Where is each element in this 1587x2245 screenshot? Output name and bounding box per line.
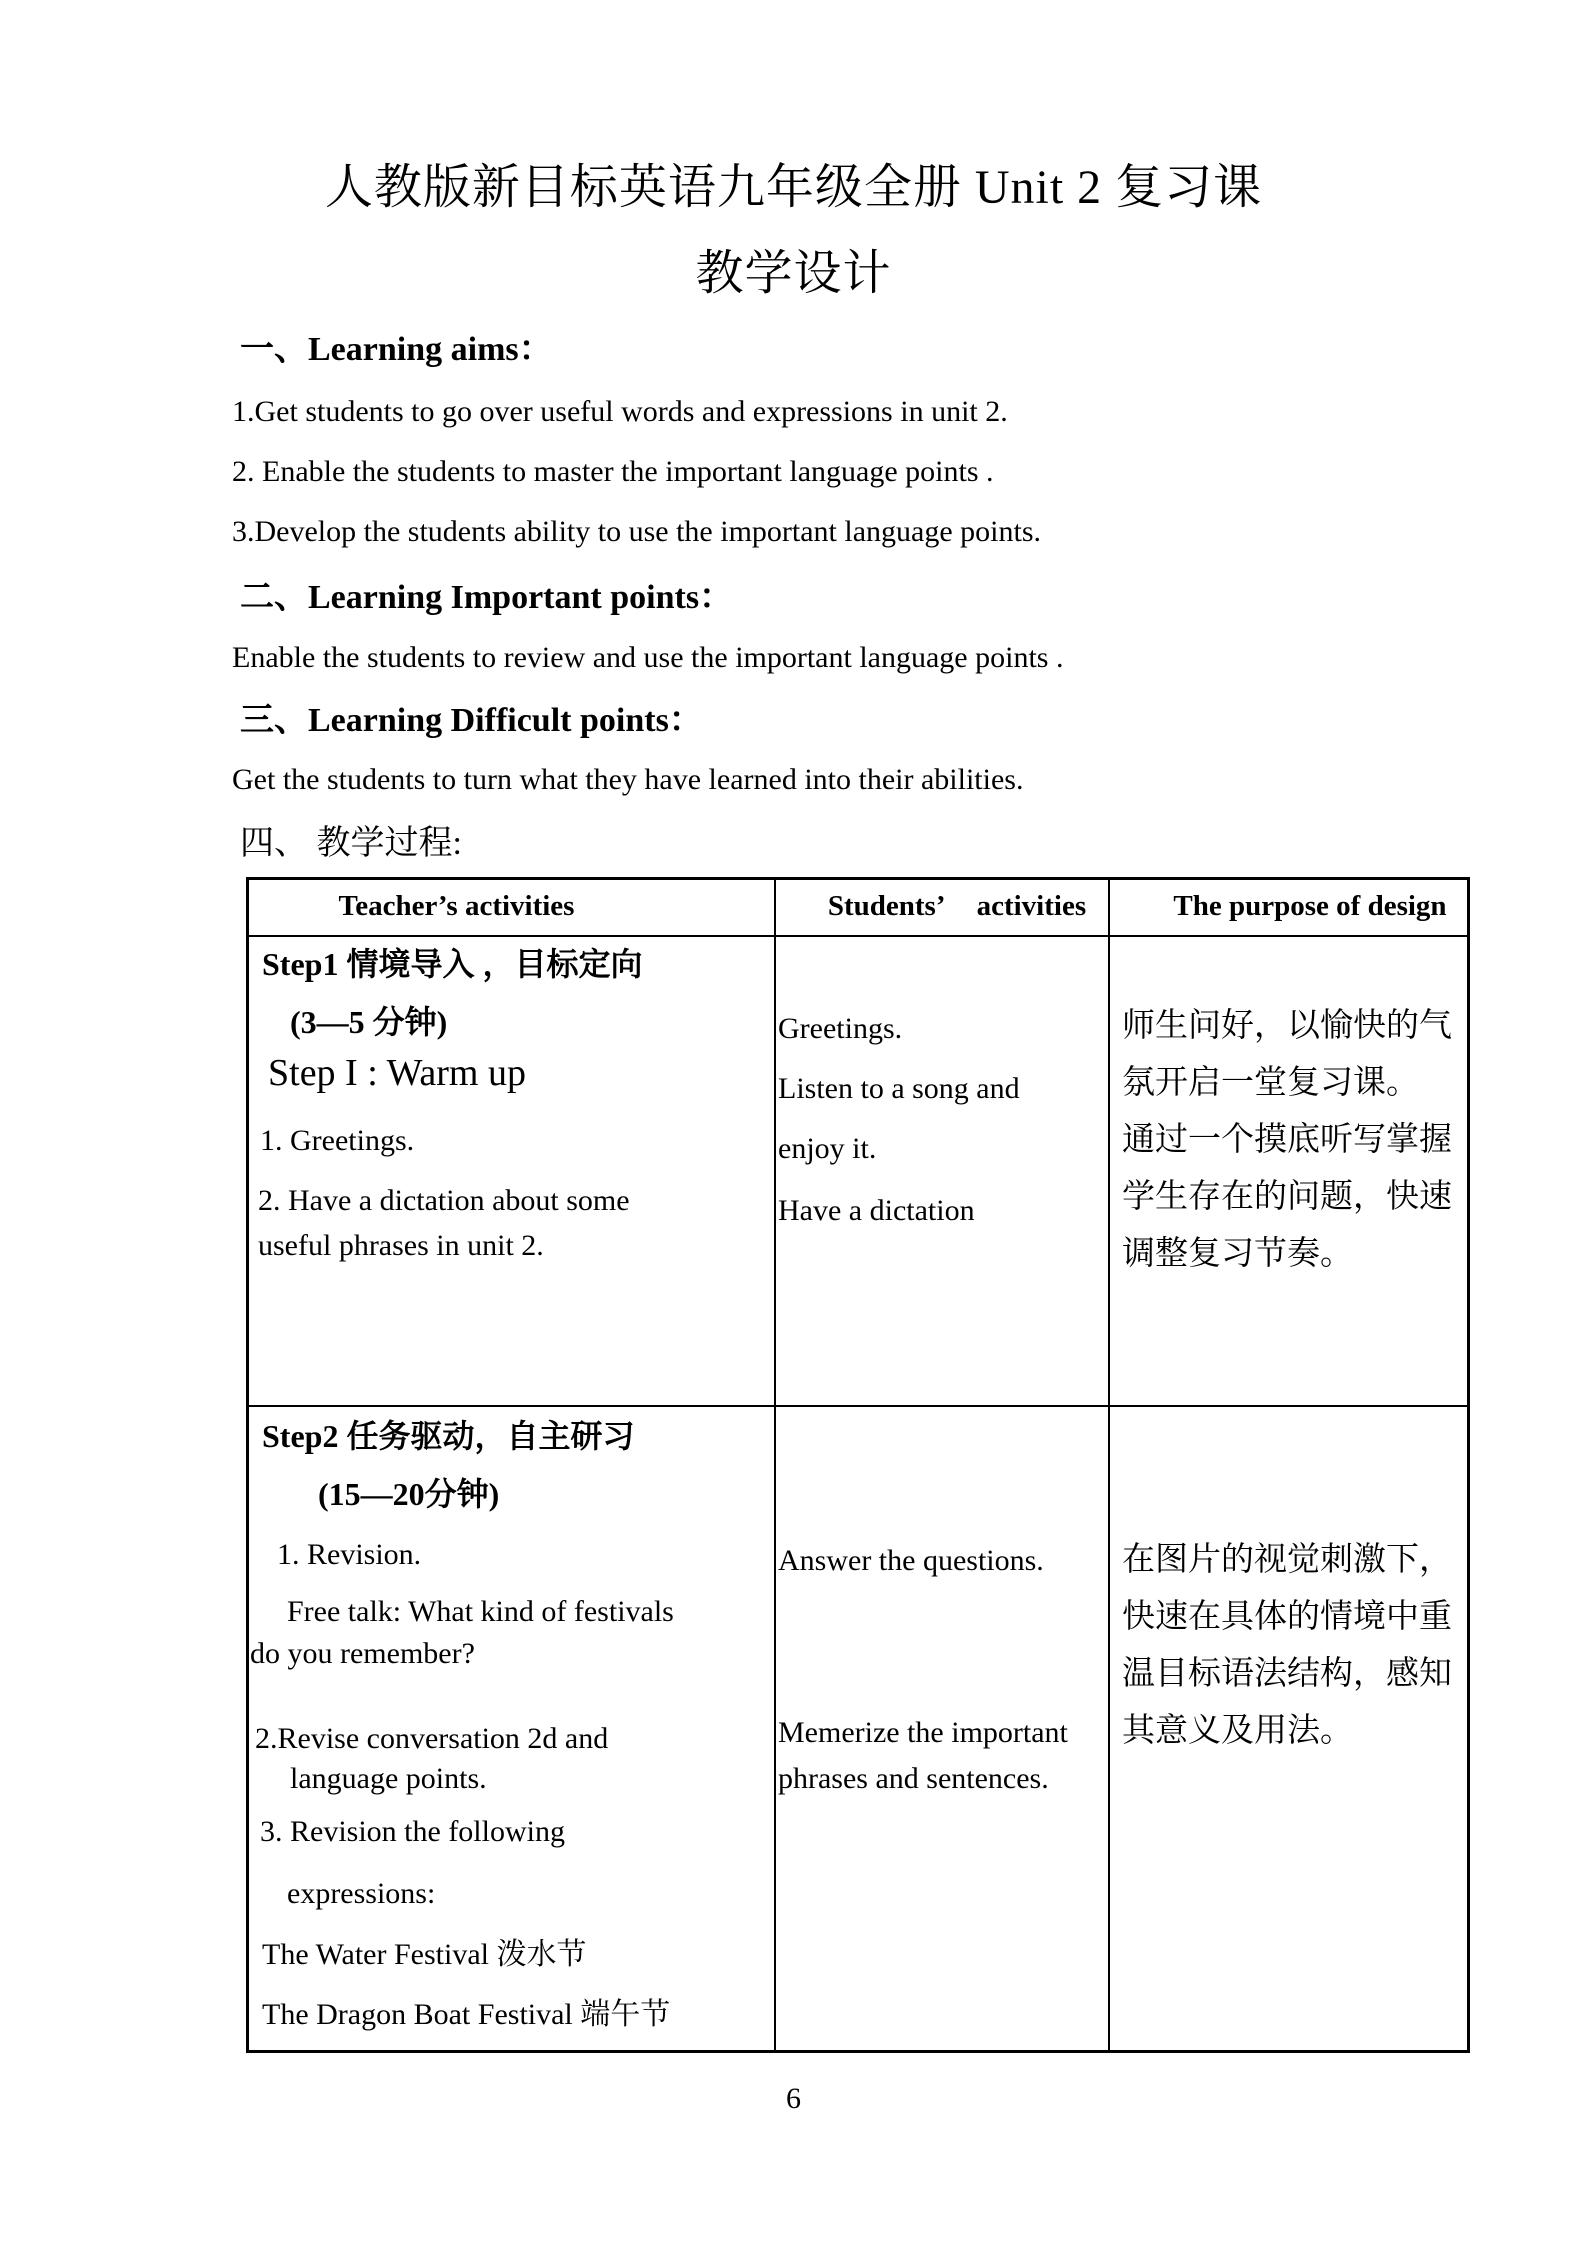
- paragraph-aim-1: 1.Get students to go over useful words and expressions in unit 2.: [232, 395, 1008, 428]
- row2-teacher-line: 3. Revision the following: [260, 1815, 565, 1848]
- row1-purpose-line: 学生存在的问题，快速: [1122, 1179, 1452, 1215]
- paragraph-difficult-points: Get the students to turn what they have learned into their abilities.: [232, 763, 1024, 796]
- row1-students-line: Greetings.: [778, 1012, 903, 1045]
- table-header-divider: [246, 935, 1470, 937]
- row1-teacher-step-title: Step1 情境导入 ，目标定向: [262, 946, 643, 982]
- row2-purpose-line: 快速在具体的情境中重: [1122, 1599, 1452, 1635]
- row2-teacher-line: 2.Revise conversation 2d and: [255, 1722, 609, 1755]
- table-row-divider: [246, 1405, 1470, 1407]
- row1-students-line: Listen to a song and: [778, 1072, 1020, 1105]
- row2-purpose-line: 其意义及用法。: [1122, 1713, 1353, 1749]
- row2-teacher-line: The Dragon Boat Festival 端午节: [262, 1998, 671, 2031]
- row1-teacher-warmup: Step I : Warm up: [268, 1052, 526, 1094]
- row2-teacher-line: language points.: [290, 1762, 487, 1795]
- section-heading-teaching-process: 四、 教学过程:: [240, 825, 462, 862]
- row1-purpose-line: 通过一个摸底听写掌握: [1122, 1122, 1452, 1158]
- row2-teacher-step-title: Step2 任务驱动，自主研习: [262, 1418, 635, 1454]
- row1-purpose-line: 师生问好，以愉快的气: [1122, 1008, 1452, 1044]
- row2-teacher-line: Free talk: What kind of festivals: [287, 1595, 674, 1628]
- row2-students-line: phrases and sentences.: [778, 1762, 1049, 1795]
- paragraph-aim-2: 2. Enable the students to master the important language points .: [232, 455, 994, 488]
- table-column-divider-2: [1108, 877, 1110, 2053]
- column-header-teacher-activities: [249, 877, 774, 935]
- row1-students-line: enjoy it.: [778, 1132, 877, 1165]
- column-header-students-activities-label: Students’ activities: [827, 889, 1087, 922]
- row2-teacher-duration: (15—20分钟): [318, 1476, 500, 1512]
- column-header-students-activities: [776, 877, 1108, 935]
- row1-students-line: Have a dictation: [778, 1194, 975, 1227]
- page-number: 6: [786, 2082, 801, 2115]
- row1-teacher-line: 1. Greetings.: [260, 1124, 415, 1157]
- paragraph-important-points: Enable the students to review and use the important language points .: [232, 641, 1064, 674]
- row1-teacher-line: 2. Have a dictation about some: [258, 1184, 630, 1217]
- column-header-teacher-activities-label: Teacher’s activities: [338, 889, 575, 922]
- doc-title-line1: 人教版新目标英语九年级全册 Unit 2 复习课: [324, 161, 1263, 214]
- row2-teacher-line: 1. Revision.: [277, 1538, 422, 1571]
- section-heading-important-points: 二、Learning Important points：: [240, 579, 734, 616]
- row1-teacher-line: useful phrases in unit 2.: [258, 1229, 544, 1262]
- section-heading-learning-aims: 一、Learning aims：: [240, 331, 553, 368]
- section-heading-difficult-points: 三、Learning Difficult points：: [240, 702, 703, 739]
- row2-students-line: Memerize the important: [778, 1716, 1068, 1749]
- column-header-purpose-of-design: [1110, 877, 1470, 935]
- row2-purpose-line: 温目标语法结构，感知: [1122, 1656, 1452, 1692]
- paragraph-aim-3: 3.Develop the students ability to use the important language points.: [232, 515, 1042, 548]
- row1-purpose-line: 氛开启一堂复习课。: [1122, 1065, 1419, 1101]
- row2-teacher-line: do you remember?: [250, 1637, 475, 1670]
- row2-purpose-line: 在图片的视觉刺激下，: [1122, 1542, 1452, 1578]
- doc-title-line2: 教学设计: [695, 247, 892, 300]
- table-column-divider-1: [774, 877, 776, 2053]
- row2-students-line: Answer the questions.: [778, 1544, 1044, 1577]
- row1-purpose-line: 调整复习节奏。: [1122, 1236, 1353, 1272]
- row2-teacher-line: The Water Festival 泼水节: [262, 1938, 587, 1971]
- column-header-purpose-of-design-label: The purpose of design: [1173, 889, 1447, 922]
- row1-teacher-duration: (3—5 分钟): [290, 1004, 448, 1040]
- row2-teacher-line: expressions:: [287, 1877, 436, 1910]
